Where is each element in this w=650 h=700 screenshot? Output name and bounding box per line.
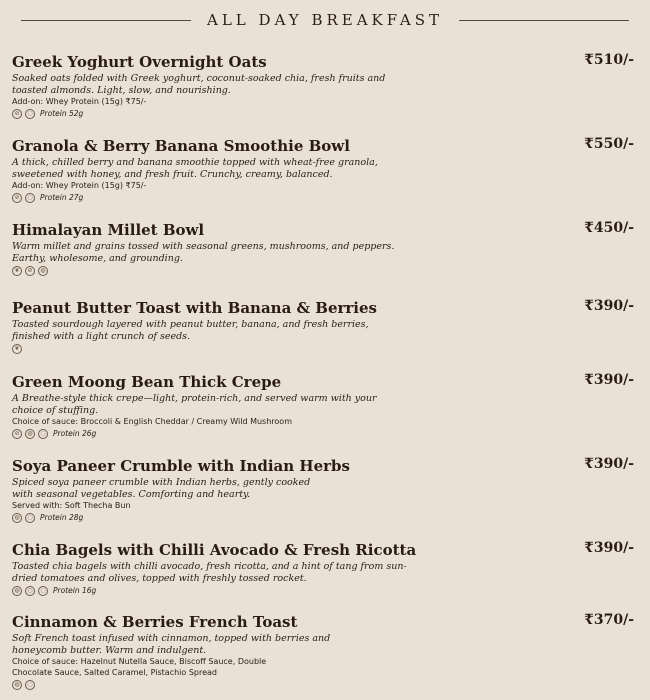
item-name: Chia Bagels with Chilli Avocado & Fresh Ricotta [12,541,417,559]
item-price: ₹390/- [584,540,634,556]
item-description: A Breathe-style thick crepe—light, protein-rich, and served warm with your choice of stuffing. [12,393,377,416]
item-price: ₹390/- [584,372,634,388]
gluten-free-icon: ⊘ [12,429,22,439]
item-price: ₹390/- [584,298,634,314]
item-description: Toasted chia bagels with chilli avocado, fresh ricotta, and a hint of tang from sun-dried tomatoes and olives, topped with freshly tossed rocket. [12,561,407,584]
dietary-icons [12,343,640,354]
item-served-with: Served with: Soft Thecha Bun [12,501,131,510]
nut-icon: ◍ [12,680,22,690]
item-price: ₹510/- [584,52,634,68]
menu-item [12,136,640,220]
header-rule-right [459,20,629,21]
nut-icon: ◍ [38,266,48,276]
vegan-leaf-icon: ❦ [12,344,22,354]
menu-item [12,52,640,136]
menu-list [12,52,640,692]
item-addon: Add-on: Whey Protein (15g) ₹75/- [12,181,147,190]
item-description: Soft French toast infused with cinnamon, topped with berries and honeycomb butter. Warm and indulgent. [12,633,331,656]
item-price: ₹550/- [584,136,634,152]
dietary-icons [12,108,640,119]
protein-label: Protein 27g [40,193,84,202]
item-sauce-choice: Choice of sauce: Hazelnut Nutella Sauce, Biscoff Sauce, Double Chocolate Sauce, Salted Caramel, Pistachio Spread [12,657,267,677]
menu-item [12,372,640,456]
menu-item [12,540,640,612]
dietary-icons [12,585,640,596]
dairy-icon: ◌ [25,513,35,523]
dairy-icon: ◌ [25,680,35,690]
protein-label: Protein 16g [53,586,97,595]
dietary-icons [12,428,640,439]
dairy-icon: ◌ [38,586,48,596]
item-name: Soya Paneer Crumble with Indian Herbs [12,457,350,475]
section-title: ALL DAY BREAKFAST [207,11,443,29]
item-description: Spiced soya paneer crumble with Indian herbs, gently cooked with seasonal vegetables. Comforting and hearty. [12,477,311,500]
menu-item [12,220,640,298]
item-name: Himalayan Millet Bowl [12,221,205,239]
dietary-icons [12,192,640,203]
menu-item [12,298,640,372]
item-price: ₹370/- [584,612,634,628]
item-name: Cinnamon & Berries French Toast [12,613,298,631]
item-name: Peanut Butter Toast with Banana & Berries [12,299,377,317]
item-description: Toasted sourdough layered with peanut butter, banana, and fresh berries, finished with a light crunch of seeds. [12,319,369,342]
item-addon: Add-on: Whey Protein (15g) ₹75/- [12,97,147,106]
dietary-icons [12,265,640,276]
dairy-icon: ◌ [25,109,35,119]
item-description: Soaked oats folded with Greek yoghurt, coconut-soaked chia, fresh fruits and toasted almonds. Light, slow, and nourishing. [12,73,386,96]
menu-item [12,456,640,540]
item-price: ₹450/- [584,220,634,236]
gluten-free-icon: ⊘ [25,266,35,276]
vegan-leaf-icon: ❦ [12,266,22,276]
item-name: Granola & Berry Banana Smoothie Bowl [12,137,350,155]
item-name: Greek Yoghurt Overnight Oats [12,53,267,71]
dairy-icon: ◌ [25,193,35,203]
header-rule-left [21,20,191,21]
dietary-icons [12,679,640,690]
nut-icon: ◍ [12,513,22,523]
nut-icon: ◍ [25,429,35,439]
section-header [0,8,650,32]
item-price: ₹390/- [584,456,634,472]
nut-icon: ◍ [12,586,22,596]
gluten-free-icon: ⊘ [12,109,22,119]
dietary-icons [12,512,640,523]
dairy-icon: ◌ [38,429,48,439]
item-description: A thick, chilled berry and banana smoothie topped with wheat-free granola, sweetened with honey, and fresh fruit. Crunchy, creamy, balanced. [12,157,378,180]
gluten-free-icon: ⊘ [12,193,22,203]
protein-label: Protein 52g [40,109,84,118]
item-description: Warm millet and grains tossed with seasonal greens, mushrooms, and peppers. Earthy, wholesome, and grounding. [12,241,395,264]
menu-item [12,612,640,692]
protein-label: Protein 28g [40,513,84,522]
item-sauce-choice: Choice of sauce: Broccoli & English Cheddar / Creamy Wild Mushroom [12,417,292,426]
item-name: Green Moong Bean Thick Crepe [12,373,282,391]
protein-label: Protein 26g [53,429,97,438]
egg-icon: ○ [25,586,35,596]
